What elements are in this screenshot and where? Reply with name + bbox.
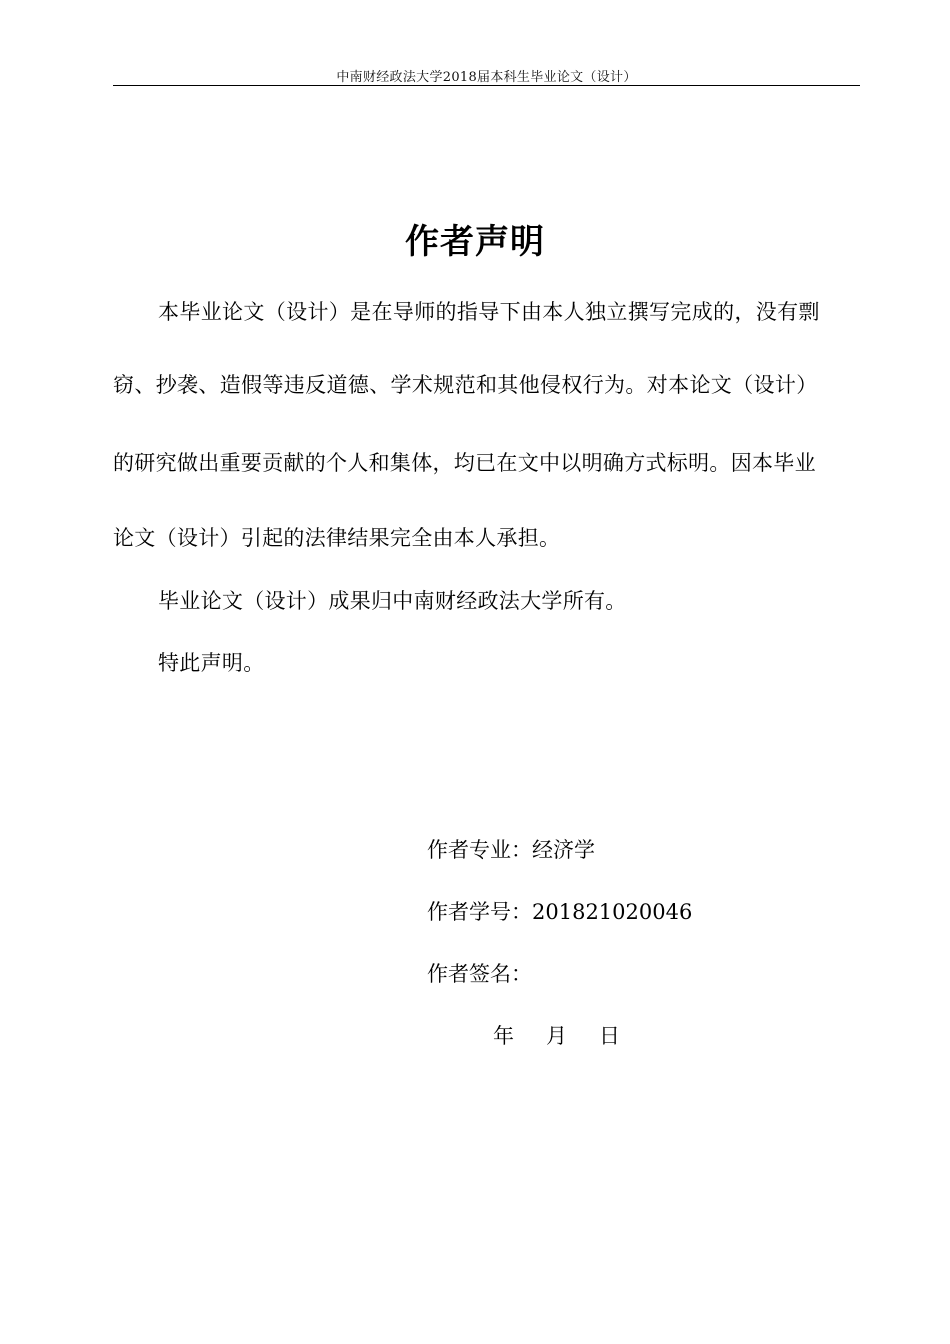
- author-signature-row: [427, 958, 532, 988]
- running-header: 中南财经政法大学2018届本科生毕业论文（设计）: [336, 70, 637, 85]
- header-rule: [113, 85, 860, 86]
- date-year: 年: [493, 1024, 514, 1048]
- date-month: 月: [546, 1024, 567, 1048]
- signature-date: [493, 1020, 620, 1050]
- author-major-row: [427, 834, 595, 864]
- author-major-label: 作者专业：: [427, 838, 532, 862]
- page-title: 作者声明: [405, 222, 545, 262]
- paragraph-line-4: 论文（设计）引起的法律结果完全由本人承担。: [113, 526, 561, 550]
- author-student-id-row: [427, 896, 692, 926]
- paragraph-line-3: 的研究做出重要贡献的个人和集体，均已在文中以明确方式标明。因本毕业: [113, 451, 816, 475]
- ownership-paragraph: 毕业论文（设计）成果归中南财经政法大学所有。: [158, 589, 627, 613]
- date-day: 日: [599, 1024, 620, 1048]
- closing-statement: 特此声明。: [158, 651, 265, 675]
- author-major-value: 经济学: [532, 838, 595, 862]
- author-signature-label: 作者签名：: [427, 962, 532, 986]
- paragraph-line-1: 本毕业论文（设计）是在导师的指导下由本人独立撰写完成的，没有剽: [158, 300, 820, 324]
- paragraph-line-2: 窃、抄袭、造假等违反道德、学术规范和其他侵权行为。对本论文（设计）: [113, 373, 818, 397]
- author-student-id-label: 作者学号：: [427, 900, 532, 924]
- author-student-id-value: 201821020046: [532, 900, 693, 924]
